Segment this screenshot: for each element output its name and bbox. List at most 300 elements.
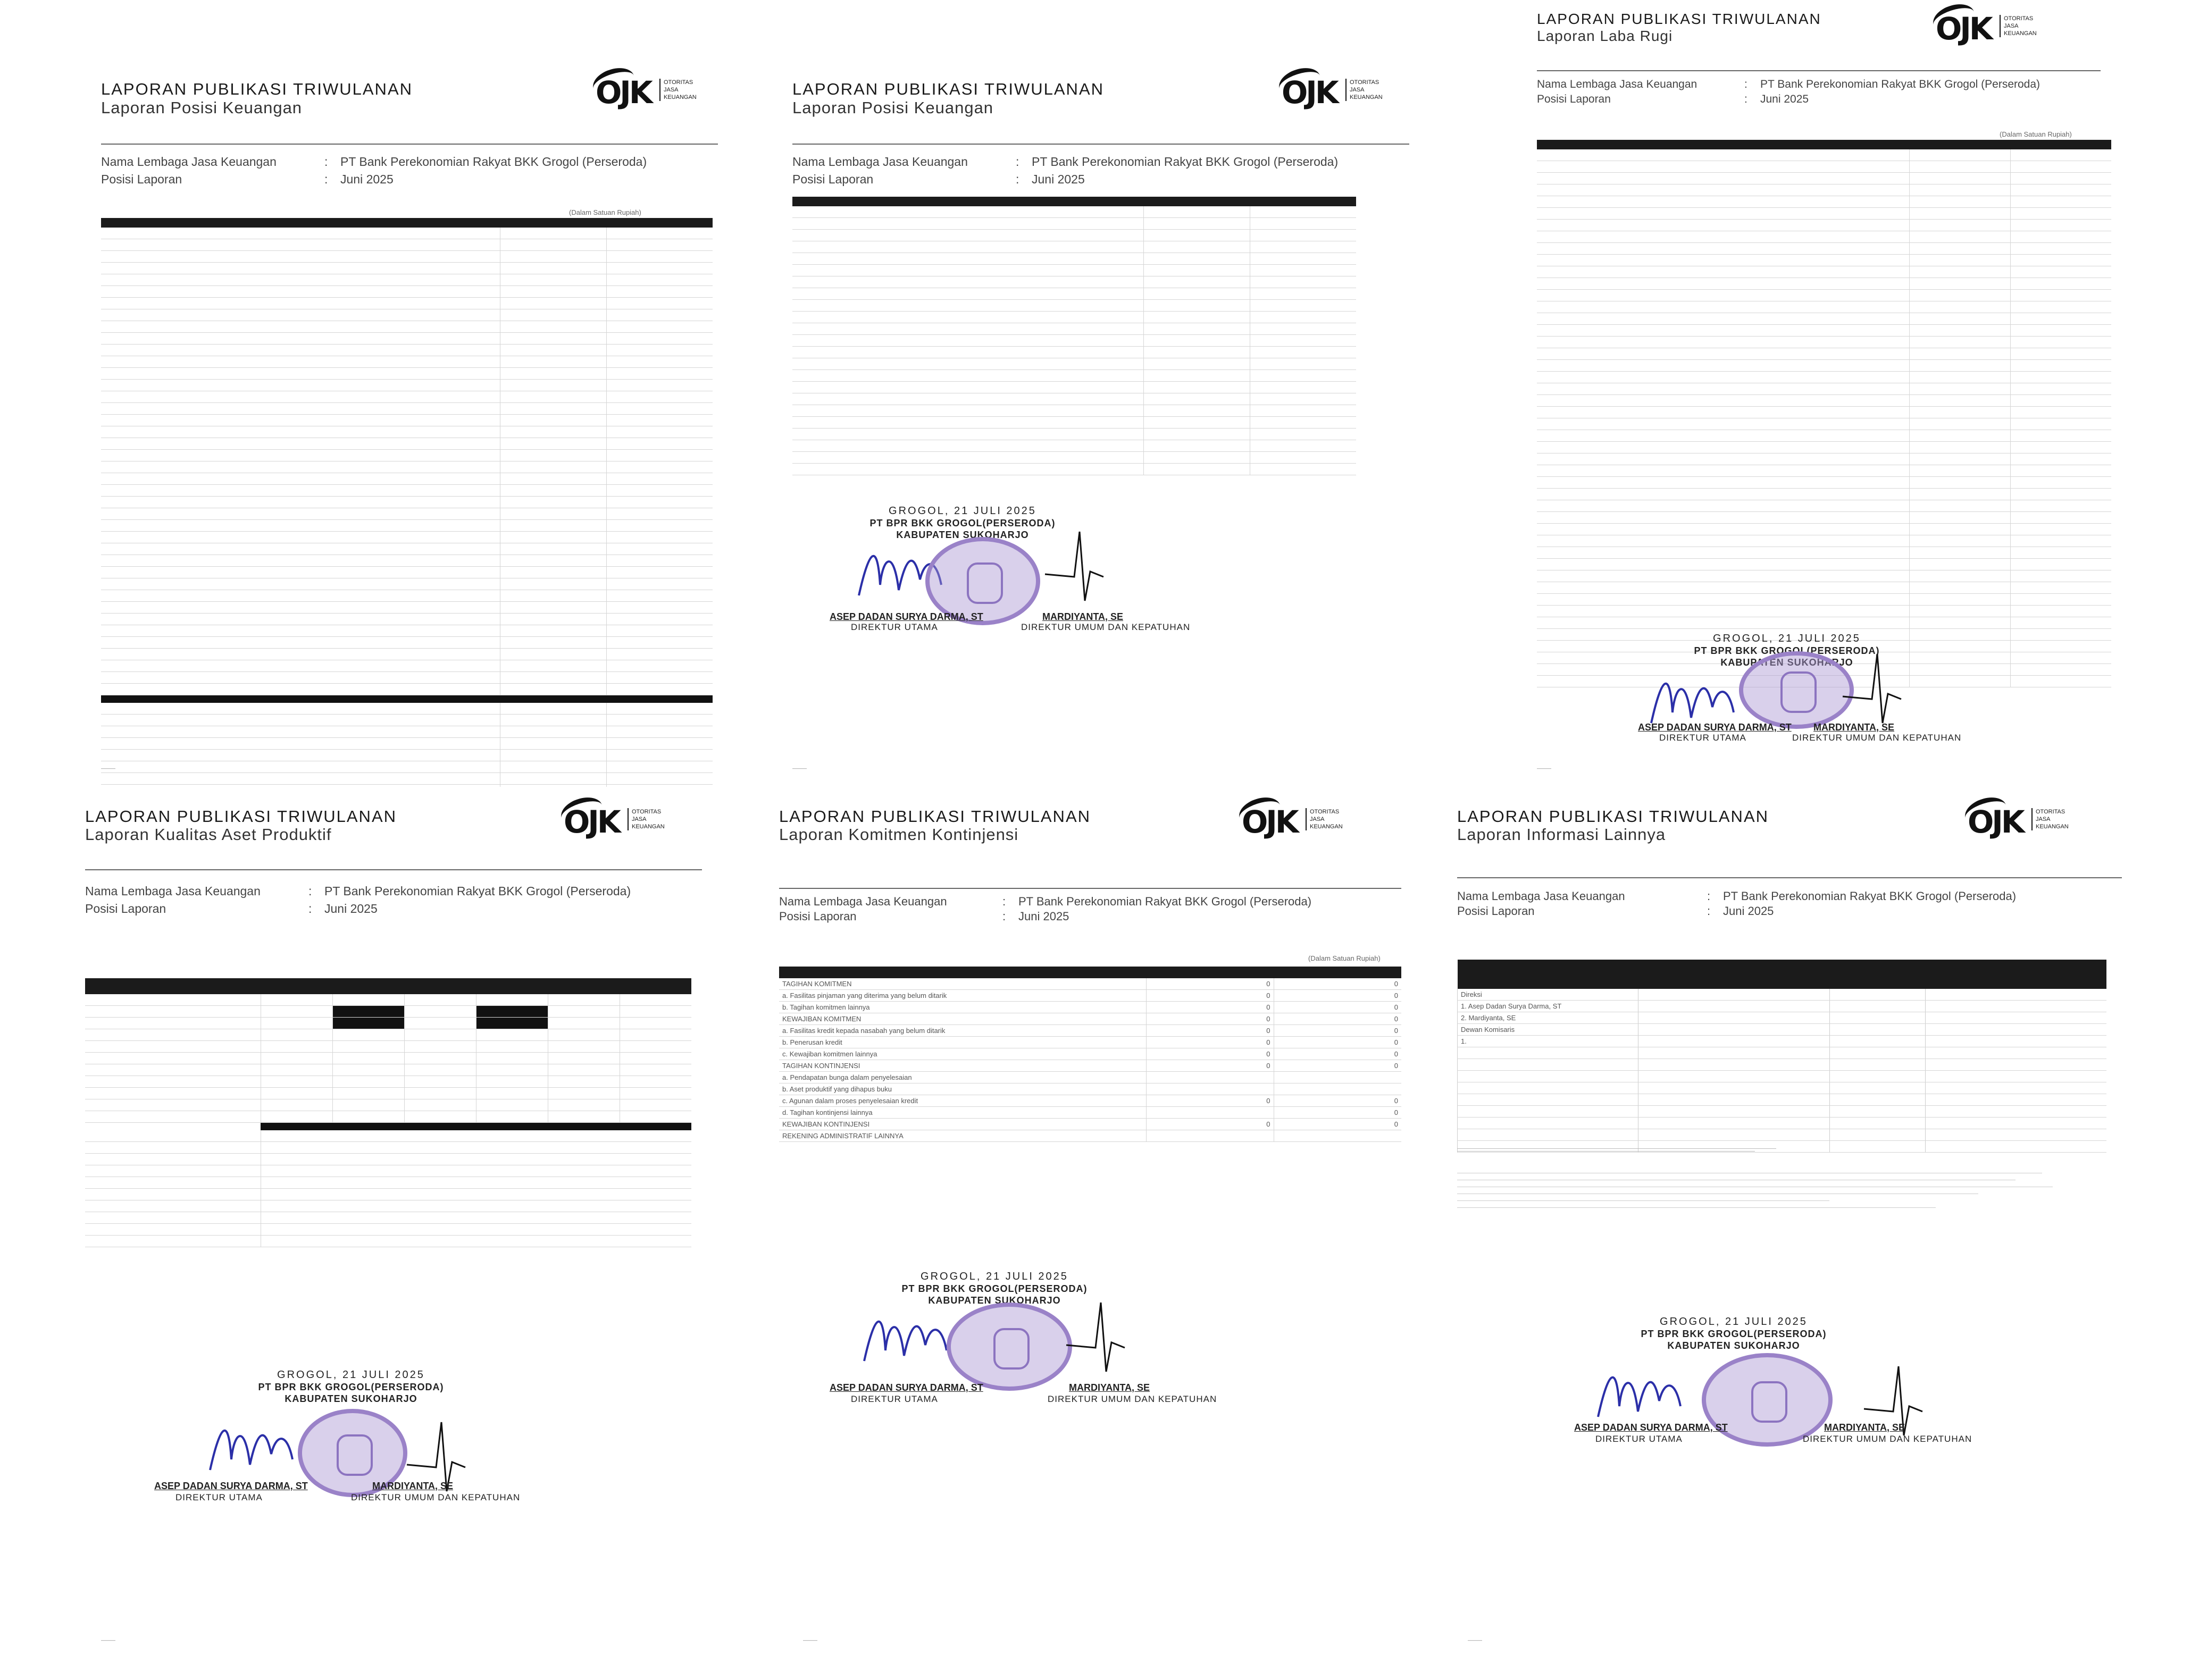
table-row <box>101 286 713 298</box>
table-cell: 1. Asep Dadan Surya Darma, ST <box>1458 1001 1638 1012</box>
table-row <box>1537 524 2111 535</box>
table-row <box>1537 348 2111 360</box>
table-row <box>1537 430 2111 442</box>
signer-2-role: DIREKTUR UMUM DAN KEPATUHAN <box>351 1492 521 1502</box>
ojk-logo-mark: OJK <box>1936 11 1991 47</box>
table-cell-value: 0 <box>1146 1013 1274 1025</box>
table-cell-label: c. Agunan dalam proses penyelesaian kredit <box>779 1095 1146 1107</box>
table-cell <box>1926 1071 2106 1082</box>
table-cell <box>1830 1071 1926 1082</box>
table-row <box>779 1130 1401 1142</box>
signature-scribble-1 <box>862 1303 952 1366</box>
header-divider <box>1457 877 2122 878</box>
table-cell <box>1926 1094 2106 1106</box>
meta-value-institution: PT Bank Perekonomian Rakyat BKK Grogol (Perseroda) <box>1032 155 1339 169</box>
sign-company: PT BPR BKK GROGOL(PERSERODA) <box>1694 645 1880 656</box>
report-title: Laporan Informasi Lainnya <box>1457 825 1666 844</box>
table-body <box>792 197 1356 475</box>
table-body <box>1537 140 2111 687</box>
meta-label-period: Posisi Laporan <box>779 910 857 923</box>
table-cell: 1. <box>1458 1036 1638 1047</box>
signer-2-name: MARDIYANTA, SE <box>1069 1382 1150 1393</box>
table-row <box>101 672 713 684</box>
table-row <box>1537 290 2111 301</box>
table-cell <box>1638 1012 1830 1024</box>
signer-2-role: DIREKTUR UMUM DAN KEPATUHAN <box>1021 622 1191 632</box>
table-cell-label: KEWAJIBAN KONTINJENSI <box>779 1119 1146 1130</box>
ojk-logo-mark: OJK <box>596 74 651 111</box>
table-cell <box>1638 1082 1830 1094</box>
table-row <box>101 239 713 251</box>
table-cell-label: a. Pendapatan bunga dalam penyelesaian <box>779 1072 1146 1083</box>
table-row <box>85 1006 691 1018</box>
table-row <box>101 567 713 578</box>
sign-place-date: GROGOL, 21 JULI 2025 <box>1660 1316 1808 1328</box>
table-cell-value <box>1274 1130 1401 1142</box>
sign-company: PT BPR BKK GROGOL(PERSERODA) <box>1641 1329 1827 1339</box>
table-row <box>101 625 713 637</box>
table-row <box>85 1088 691 1099</box>
table-cell <box>1926 1106 2106 1118</box>
table-row <box>101 703 713 715</box>
table-row <box>1537 477 2111 489</box>
signer-1-role: DIREKTUR UTAMA <box>1659 733 1746 743</box>
report-title: Laporan Komitmen Kontinjensi <box>779 825 1019 844</box>
table-row <box>101 614 713 625</box>
report-heading: LAPORAN PUBLIKASI TRIWULANAN <box>779 807 1091 826</box>
table-row <box>779 1002 1401 1013</box>
table-row <box>85 994 691 1006</box>
sign-place-date: GROGOL, 21 JULI 2025 <box>889 505 1036 517</box>
table-row <box>779 1072 1401 1083</box>
report-title: Laporan Laba Rugi <box>1537 28 1673 44</box>
report-page-posisi-keuangan <box>43 53 734 787</box>
table-cell <box>1638 989 1830 1001</box>
ojk-logo-mark: OJK <box>1968 804 2023 840</box>
table-cell-value: 0 <box>1146 990 1274 1002</box>
table-row <box>792 276 1356 288</box>
ojk-logo-subtitle: OTORITAS JASA KEUANGAN <box>659 79 697 101</box>
table-cell-label: d. Tagihan kontinjensi lainnya <box>779 1107 1146 1119</box>
table-row <box>101 773 713 785</box>
header-divider <box>779 888 1401 889</box>
signature-scribble-2 <box>404 1417 468 1491</box>
ojk-logo-subtitle: OTORITAS JASA KEUANGAN <box>2031 808 2069 830</box>
report-meta: Nama Lembaga Jasa Keuangan : PT Bank Perekonomian Rakyat BKK Grogol (Perseroda) Posisi Laporan : Juni 2025 <box>1537 77 2040 107</box>
meta-label-institution: Nama Lembaga Jasa Keuangan <box>792 155 968 169</box>
table-row <box>85 1099 691 1111</box>
table-cell-value: 0 <box>1146 1060 1274 1072</box>
table-row <box>1537 313 2111 325</box>
table-row <box>792 464 1356 475</box>
header-divider <box>101 144 718 145</box>
table-row <box>101 333 713 345</box>
table-row <box>101 555 713 567</box>
table-cell-value <box>1146 1072 1274 1083</box>
table-cell <box>1638 1118 1830 1129</box>
table-row <box>1537 360 2111 372</box>
table-row <box>101 415 713 426</box>
sign-place-date: GROGOL, 21 JULI 2025 <box>277 1369 425 1381</box>
table-cell <box>1638 1024 1830 1036</box>
table-row <box>1537 278 2111 290</box>
sign-place-date: GROGOL, 21 JULI 2025 <box>1713 633 1861 644</box>
table-row <box>792 323 1356 335</box>
table-row <box>1537 617 2111 629</box>
table-row <box>101 309 713 321</box>
table-row <box>1537 465 2111 477</box>
ojk-logo <box>1282 74 1404 117</box>
table-row <box>85 1236 691 1247</box>
table-cell-value <box>1146 1083 1274 1095</box>
table-row <box>85 1018 691 1029</box>
table-row <box>101 251 713 263</box>
sign-company: PT BPR BKK GROGOL(PERSERODA) <box>901 1283 1088 1294</box>
signer-2-name: MARDIYANTA, SE <box>1824 1422 1905 1433</box>
table-cell <box>1830 1118 1926 1129</box>
header-divider <box>1537 70 2101 71</box>
meta-value-period: Juni 2025 <box>1723 904 1774 918</box>
table-row <box>1537 547 2111 559</box>
table-row <box>779 1060 1401 1072</box>
table-row <box>101 738 713 750</box>
table-row <box>101 321 713 333</box>
table-row <box>101 602 713 614</box>
table-row <box>101 520 713 532</box>
table-row <box>101 637 713 649</box>
ojk-logo-subtitle: OTORITAS JASA KEUANGAN <box>1306 808 1343 830</box>
ojk-logo-mark: OJK <box>1282 74 1337 111</box>
table-row <box>101 497 713 508</box>
table-cell-value: 0 <box>1274 1025 1401 1037</box>
table-cell <box>1830 1106 1926 1118</box>
table-row <box>779 1119 1401 1130</box>
table-row <box>101 228 713 239</box>
table-body <box>779 967 1401 1142</box>
table-cell <box>1638 1094 1830 1106</box>
table-row <box>779 1025 1401 1037</box>
table-cell-value: 0 <box>1274 1060 1401 1072</box>
table-row <box>792 241 1356 253</box>
report-page-informasi-lainnya <box>1446 797 2154 1669</box>
sign-regency: KABUPATEN SUKOHARJO <box>285 1393 417 1404</box>
table-cell <box>1458 1118 1638 1129</box>
table-cell <box>1926 1001 2106 1012</box>
table-cell <box>1638 1059 1830 1071</box>
table-row <box>792 440 1356 452</box>
table-cell <box>1458 1106 1638 1118</box>
table-cell <box>1638 1047 1830 1059</box>
page-footer: ——— <box>101 766 115 771</box>
ojk-logo-subtitle: OTORITAS JASA KEUANGAN <box>628 808 665 830</box>
table-row <box>101 380 713 391</box>
table-row <box>792 417 1356 429</box>
table-row <box>792 452 1356 464</box>
table-row <box>779 1048 1401 1060</box>
table-row <box>101 578 713 590</box>
table-row <box>1537 395 2111 407</box>
table-row <box>779 978 1401 990</box>
table-cell <box>1638 1071 1830 1082</box>
report-heading: LAPORAN PUBLIKASI TRIWULANAN <box>101 80 413 98</box>
table-row <box>85 1111 691 1123</box>
table-row <box>1537 161 2111 173</box>
signer-1-role: DIREKTUR UTAMA <box>851 1394 938 1404</box>
table-row <box>101 715 713 726</box>
table-row <box>1537 535 2111 547</box>
signature-block <box>814 505 1239 665</box>
commitment-contingency-table <box>779 967 1401 1142</box>
meta-value-institution: PT Bank Perekonomian Rakyat BKK Grogol (Perseroda) <box>340 155 647 169</box>
table-cell-label: a. Fasilitas kredit kepada nasabah yang belum ditarik <box>779 1025 1146 1037</box>
table-cell <box>1830 1129 1926 1141</box>
table-row <box>792 218 1356 230</box>
table-cell: 2. Mardiyanta, SE <box>1458 1012 1638 1024</box>
table-row <box>1537 266 2111 278</box>
table-cell-label: b. Penerusan kredit <box>779 1037 1146 1048</box>
table-row <box>85 1064 691 1076</box>
table-row <box>101 426 713 438</box>
table-cell-value <box>1274 1072 1401 1083</box>
table-cell <box>1830 1036 1926 1047</box>
company-stamp <box>947 1303 1072 1391</box>
table-row <box>101 660 713 672</box>
signer-1-name: ASEP DADAN SURYA DARMA, ST <box>1574 1422 1728 1433</box>
report-meta: Nama Lembaga Jasa Keuangan : PT Bank Perekonomian Rakyat BKK Grogol (Perseroda) Posisi Laporan : Juni 2025 <box>779 895 1312 923</box>
table-row <box>101 461 713 473</box>
table-cell <box>1926 1012 2106 1024</box>
table-row <box>85 1177 691 1189</box>
table-row <box>1458 1071 2106 1082</box>
table-row <box>792 429 1356 440</box>
footnotes <box>1457 1148 2069 1208</box>
table-cell <box>1926 1036 2106 1047</box>
table-row <box>85 1212 691 1224</box>
table-row <box>1537 337 2111 348</box>
table-cell-label: b. Aset produktif yang dihapus buku <box>779 1083 1146 1095</box>
report-page-kualitas-aset <box>43 797 734 1669</box>
signer-2-role: DIREKTUR UMUM DAN KEPATUHAN <box>1048 1394 1217 1404</box>
report-meta: Nama Lembaga Jasa Keuangan : PT Bank Perekonomian Rakyat BKK Grogol (Perseroda) Posisi Laporan : Juni 2025 <box>1457 889 2017 918</box>
signer-2-name: MARDIYANTA, SE <box>1042 611 1124 622</box>
table-row <box>1537 325 2111 337</box>
table-row <box>1537 208 2111 220</box>
signer-1-role: DIREKTUR UTAMA <box>851 622 938 632</box>
table-row <box>101 368 713 380</box>
footnote-line <box>1457 1200 1829 1201</box>
ojk-logo <box>564 804 686 846</box>
report-heading: LAPORAN PUBLIKASI TRIWULANAN <box>85 807 397 826</box>
table-cell-value: 0 <box>1274 1048 1401 1060</box>
table-cell-value: 0 <box>1146 978 1274 990</box>
table-row <box>1458 1059 2106 1071</box>
table-row <box>1458 1129 2106 1141</box>
table-cell-value: 0 <box>1274 978 1401 990</box>
signature-scribble-2 <box>1840 649 1904 723</box>
table-cell <box>1830 1082 1926 1094</box>
report-heading: LAPORAN PUBLIKASI TRIWULANAN <box>1457 807 1769 826</box>
meta-label-institution: Nama Lembaga Jasa Keuangan <box>1457 889 1625 903</box>
table-cell-label: TAGIHAN KONTINJENSI <box>779 1060 1146 1072</box>
table-cell-value <box>1146 1107 1274 1119</box>
sign-company: PT BPR BKK GROGOL(PERSERODA) <box>869 518 1056 528</box>
table-row <box>792 206 1356 218</box>
table-row <box>792 265 1356 276</box>
table-row <box>1458 1036 2106 1047</box>
table-section-bar <box>101 695 713 703</box>
sign-company: PT BPR BKK GROGOL(PERSERODA) <box>258 1382 444 1392</box>
table-cell: Direksi <box>1458 989 1638 1001</box>
table-cell-label: c. Kewajiban komitmen lainnya <box>779 1048 1146 1060</box>
table-cell <box>1638 1106 1830 1118</box>
table-row <box>1458 1106 2106 1118</box>
meta-value-period: Juni 2025 <box>1760 93 1809 105</box>
signature-scribble-1 <box>207 1412 298 1475</box>
table-row <box>1537 173 2111 184</box>
ojk-logo-subtitle: OTORITAS JASA KEUANGAN <box>2000 15 2037 37</box>
table-cell-value: 0 <box>1146 1037 1274 1048</box>
currency-note: (Dalam Satuan Rupiah) <box>2000 130 2072 138</box>
table-row <box>101 684 713 695</box>
meta-label-period: Posisi Laporan <box>1537 93 1611 105</box>
signer-2-role: DIREKTUR UMUM DAN KEPATUHAN <box>1792 733 1962 743</box>
table-row <box>779 1037 1401 1048</box>
signature-block <box>830 1271 1271 1430</box>
signer-2-role: DIREKTUR UMUM DAN KEPATUHAN <box>1803 1434 1972 1444</box>
page-footer: ——— <box>101 1637 115 1643</box>
table-cell <box>1638 1036 1830 1047</box>
table-row <box>101 356 713 368</box>
currency-note: (Dalam Satuan Rupiah) <box>569 208 641 216</box>
table-body <box>101 218 713 787</box>
table-cell <box>1830 1094 1926 1106</box>
report-title: Laporan Kualitas Aset Produktif <box>85 825 332 844</box>
table-cell <box>1926 1024 2106 1036</box>
table-header-row <box>1537 140 2111 149</box>
table-row <box>101 649 713 660</box>
table-row <box>1537 407 2111 418</box>
table-row <box>85 1189 691 1200</box>
meta-label-institution: Nama Lembaga Jasa Keuangan <box>1537 78 1697 90</box>
table-row <box>85 1165 691 1177</box>
meta-label-institution: Nama Lembaga Jasa Keuangan <box>101 155 277 169</box>
table-row <box>1537 453 2111 465</box>
signature-block <box>154 1369 628 1528</box>
table-cell <box>1926 1047 2106 1059</box>
report-title: Laporan Posisi Keuangan <box>101 98 303 117</box>
signature-block <box>1638 633 2063 787</box>
meta-value-institution: PT Bank Perekonomian Rakyat BKK Grogol (Perseroda) <box>1723 889 2017 903</box>
table-row <box>1537 220 2111 231</box>
table-cell <box>1458 1071 1638 1082</box>
table-row <box>101 403 713 415</box>
other-info-table <box>1457 960 2106 1153</box>
table-row <box>101 263 713 274</box>
table-row <box>85 1041 691 1053</box>
signature-scribble-1 <box>1595 1358 1686 1422</box>
table-row <box>1458 1001 2106 1012</box>
table-row <box>1458 1118 2106 1129</box>
table-row <box>85 1142 691 1154</box>
report-meta: Nama Lembaga Jasa Keuangan : PT Bank Perekonomian Rakyat BKK Grogol (Perseroda) Posisi Laporan : Juni 2025 <box>792 153 1338 188</box>
table-row <box>1537 500 2111 512</box>
signature-scribble-1 <box>1649 665 1739 728</box>
table-body <box>1458 960 2106 1153</box>
table-cell <box>1458 1129 1638 1141</box>
table-row <box>85 1076 691 1088</box>
table-row <box>85 1053 691 1064</box>
sign-regency: KABUPATEN SUKOHARJO <box>928 1295 1061 1306</box>
table-cell <box>1458 1082 1638 1094</box>
table-row <box>101 590 713 602</box>
table-section-bar <box>85 1123 691 1131</box>
table-row <box>101 438 713 450</box>
table-row <box>1458 1012 2106 1024</box>
table-cell <box>1830 1001 1926 1012</box>
table-row <box>1537 196 2111 208</box>
table-row <box>792 393 1356 405</box>
table-cell <box>1458 1094 1638 1106</box>
table-cell-value: 0 <box>1274 1013 1401 1025</box>
table-cell-label: TAGIHAN KOMITMEN <box>779 978 1146 990</box>
table-row <box>101 391 713 403</box>
ojk-logo-subtitle: OTORITAS JASA KEUANGAN <box>1345 79 1383 101</box>
table-row <box>1537 582 2111 594</box>
meta-label-institution: Nama Lembaga Jasa Keuangan <box>85 884 261 898</box>
table-row <box>792 288 1356 300</box>
meta-value-period: Juni 2025 <box>1032 172 1085 186</box>
signature-scribble-2 <box>1042 526 1106 601</box>
table-cell <box>1830 1012 1926 1024</box>
table-row <box>101 543 713 555</box>
signature-scribble-2 <box>1064 1297 1127 1372</box>
header-divider <box>792 144 1409 145</box>
header-divider <box>85 869 702 870</box>
report-meta: Nama Lembaga Jasa Keuangan : PT Bank Perekonomian Rakyat BKK Grogol (Perseroda) Posisi Laporan : Juni 2025 <box>101 153 647 188</box>
table-row <box>792 300 1356 312</box>
table-cell-value: 0 <box>1146 1095 1274 1107</box>
equity-table <box>792 197 1356 475</box>
table-header-row <box>1458 960 2106 989</box>
table-cell <box>1830 1024 1926 1036</box>
signer-1-role: DIREKTUR UTAMA <box>1595 1434 1683 1444</box>
table-row <box>779 990 1401 1002</box>
page-footer: ——— <box>803 1637 817 1643</box>
company-stamp <box>1739 651 1854 729</box>
table-row <box>779 1107 1401 1119</box>
table-cell <box>1926 1129 2106 1141</box>
table-row <box>792 253 1356 265</box>
meta-label-period: Posisi Laporan <box>101 172 182 186</box>
table-row <box>1537 184 2111 196</box>
table-header-row <box>792 197 1356 206</box>
sign-regency: KABUPATEN SUKOHARJO <box>896 530 1029 540</box>
table-row <box>1458 1024 2106 1036</box>
table-cell-value: 0 <box>1274 1002 1401 1013</box>
table-cell-value: 0 <box>1274 1037 1401 1048</box>
table-row <box>779 1083 1401 1095</box>
table-row <box>792 312 1356 323</box>
table-row <box>101 450 713 461</box>
table-row <box>1537 255 2111 266</box>
table-cell-value: 0 <box>1146 1119 1274 1130</box>
signer-1-name: ASEP DADAN SURYA DARMA, ST <box>830 611 983 622</box>
table-row <box>1537 383 2111 395</box>
table-row <box>779 1013 1401 1025</box>
table-row <box>1537 231 2111 243</box>
table-cell-value <box>1146 1130 1274 1142</box>
table-row <box>1537 489 2111 500</box>
